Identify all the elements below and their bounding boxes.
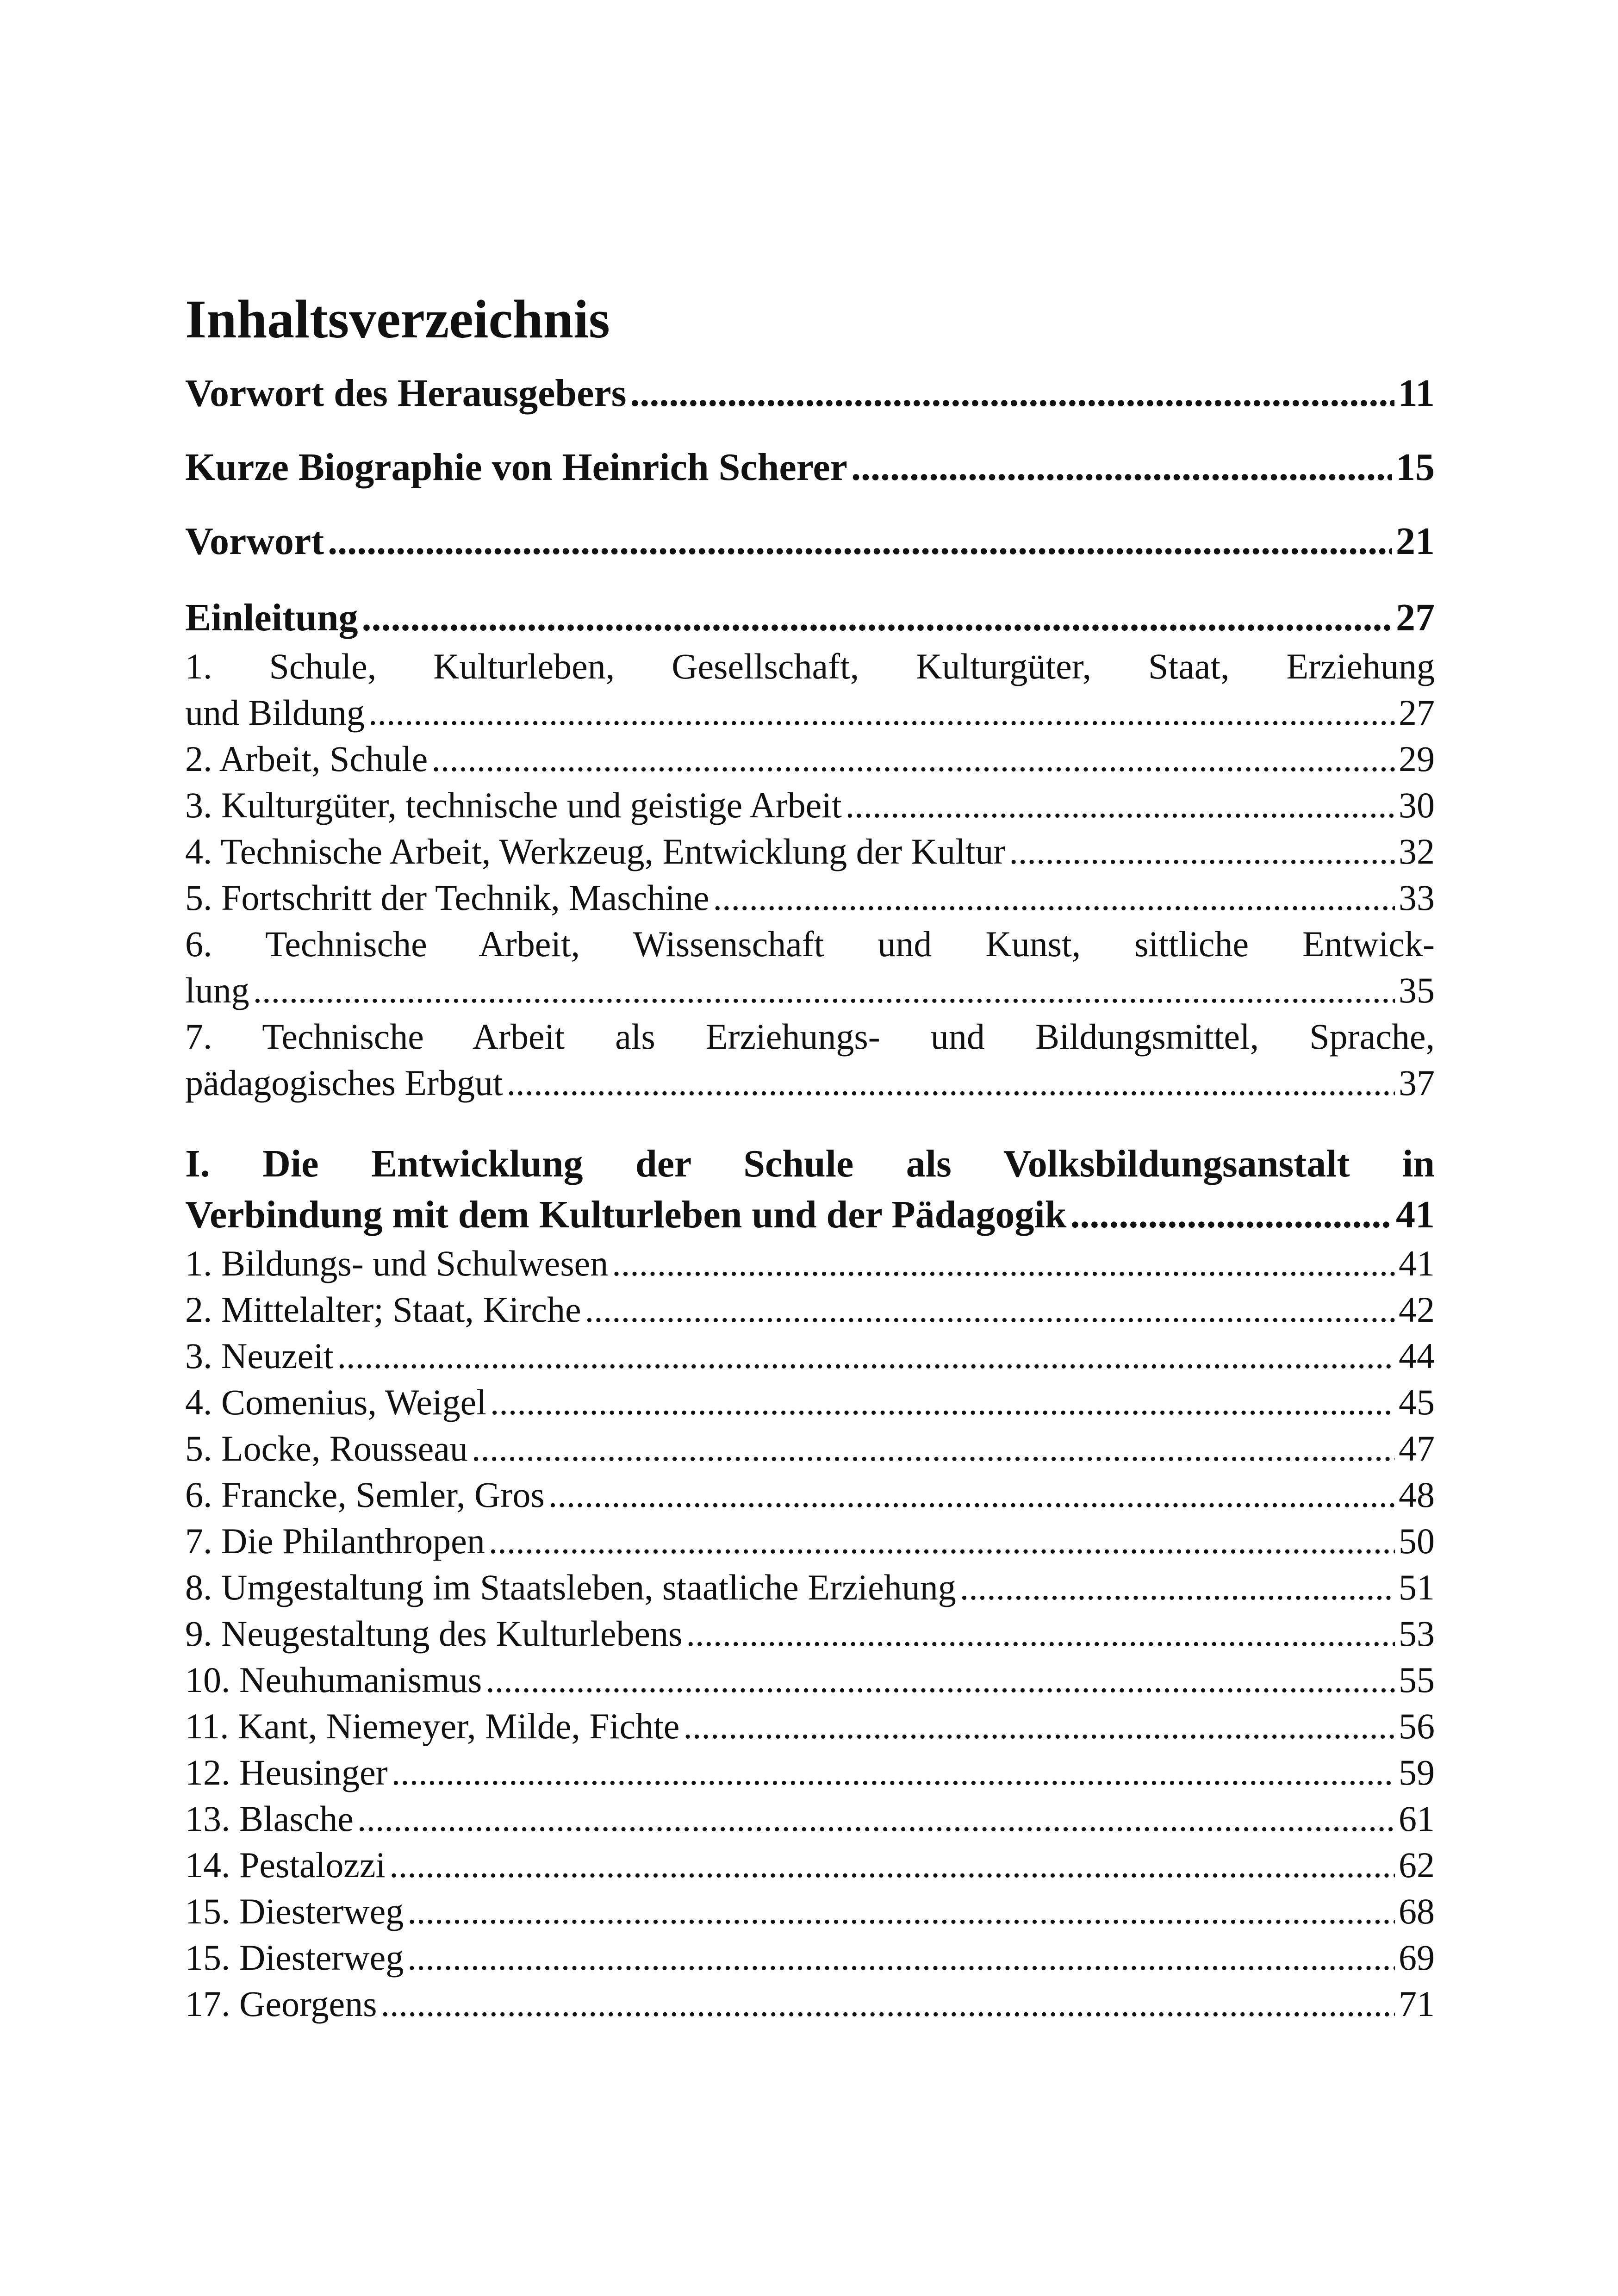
- toc-subentry-line1: 7. Technische Arbeit als Erziehungs- und Bildungsmittel, Sprache,: [185, 1016, 1435, 1057]
- toc-chapter-row: [185, 1189, 1435, 1240]
- toc-subentry: [185, 875, 1435, 921]
- dot-leader: [485, 1657, 1395, 1703]
- toc-subentry: [185, 1379, 1435, 1425]
- toc-subentry: [185, 736, 1435, 782]
- toc-entry-page: 15: [1396, 446, 1435, 489]
- toc-subentry-line1: 6. Technische Arbeit, Wissenschaft und Kunst, sittliche Entwick-: [185, 924, 1435, 964]
- toc-subentry-label: 9. Neugestaltung des Kulturlebens: [185, 1613, 683, 1654]
- dot-leader: [368, 690, 1395, 736]
- toc-subentry-label: 1. Bildungs- und Schulwesen: [185, 1243, 609, 1283]
- toc-entry-vorwort-herausgeber: [185, 361, 1435, 426]
- dot-leader: [407, 1935, 1395, 1981]
- toc-subentry-page: 33: [1399, 877, 1435, 918]
- toc-subentry-label: lung: [185, 970, 249, 1010]
- dot-leader: [407, 1888, 1395, 1935]
- toc-subentry: [185, 1842, 1435, 1888]
- toc-subentry-label: 8. Umgestaltung im Staatsleben, staatliche Erziehung: [185, 1567, 956, 1607]
- dot-leader: [337, 1333, 1395, 1379]
- dot-leader: [328, 509, 1392, 574]
- toc-subentry-page: 41: [1399, 1243, 1435, 1283]
- toc-subentry: [185, 1518, 1435, 1564]
- toc-subentry-page: 50: [1399, 1521, 1435, 1561]
- toc-subentry-label: 10. Neuhumanismus: [185, 1660, 482, 1700]
- toc-entry-page: 11: [1398, 372, 1435, 415]
- toc-subentry: [185, 1333, 1435, 1379]
- toc-subentry-page: 59: [1399, 1752, 1435, 1792]
- toc-subentry-page: 61: [1399, 1798, 1435, 1839]
- toc-subentry-page: 29: [1399, 739, 1435, 779]
- dot-leader: [960, 1564, 1395, 1611]
- toc-subentry: [185, 1287, 1435, 1333]
- toc-entry-label: Kurze Biographie von Heinrich Scherer: [185, 446, 847, 489]
- toc-subentry: [185, 1472, 1435, 1518]
- toc-subentry-page: 68: [1399, 1891, 1435, 1931]
- toc-subentry: [185, 1935, 1435, 1981]
- toc-subentry: [185, 1749, 1435, 1796]
- toc-subentry-label: 12. Heusinger: [185, 1752, 388, 1792]
- dot-leader: [630, 361, 1394, 426]
- toc-subentry: [185, 1425, 1435, 1472]
- toc-subentry: [185, 1703, 1435, 1749]
- toc-subentry: [185, 921, 1435, 1014]
- toc-subentry-label: 6. Francke, Semler, Gros: [185, 1475, 545, 1515]
- toc-subentry-label: 3. Neuzeit: [185, 1336, 334, 1376]
- toc-subentry-page: 56: [1399, 1706, 1435, 1746]
- toc-subentry-label: 2. Arbeit, Schule: [185, 739, 428, 779]
- dot-leader: [1009, 828, 1395, 875]
- toc-subentry: [185, 1796, 1435, 1842]
- toc-subentry: [185, 643, 1435, 736]
- toc-subentry: [185, 782, 1435, 828]
- dot-leader: [612, 1240, 1395, 1287]
- toc-subentry-page: 51: [1399, 1567, 1435, 1607]
- toc-subentry-page: 44: [1399, 1336, 1435, 1376]
- toc-subentry-label: 4. Technische Arbeit, Werkzeug, Entwicklung der Kultur: [185, 831, 1006, 871]
- dot-leader: [389, 1842, 1395, 1888]
- toc-subentry-row: [185, 967, 1435, 1014]
- toc-subentry-page: 42: [1399, 1289, 1435, 1330]
- dot-leader: [585, 1287, 1395, 1333]
- toc-subentry-page: 55: [1399, 1660, 1435, 1700]
- dot-leader: [489, 1518, 1395, 1564]
- dot-leader: [713, 875, 1395, 921]
- toc-entry-page: 27: [1396, 596, 1435, 639]
- toc-subentry: [185, 1888, 1435, 1935]
- toc-subentry-label: 4. Comenius, Weigel: [185, 1382, 486, 1422]
- toc-subentry-row: [185, 1060, 1435, 1106]
- toc-subentry-label: 5. Locke, Rousseau: [185, 1428, 468, 1468]
- toc-subentry-page: 47: [1399, 1428, 1435, 1468]
- toc-subentry-label: 14. Pestalozzi: [185, 1845, 386, 1885]
- dot-leader: [507, 1060, 1395, 1106]
- dot-leader: [1070, 1189, 1392, 1240]
- toc-subentry-page: 32: [1399, 831, 1435, 871]
- toc-subentry: [185, 828, 1435, 875]
- dot-leader: [472, 1425, 1395, 1472]
- toc-subentry-page: 62: [1399, 1845, 1435, 1885]
- toc-subentry-label: 2. Mittelalter; Staat, Kirche: [185, 1289, 581, 1330]
- toc-subentry-row: [185, 690, 1435, 736]
- dot-leader: [846, 782, 1395, 828]
- toc-entry-einleitung: [185, 592, 1435, 643]
- toc-entry-label: Vorwort des Herausgebers: [185, 372, 627, 415]
- dot-leader: [431, 736, 1395, 782]
- toc-subentry-label: 15. Diesterweg: [185, 1891, 404, 1931]
- toc-subentry: [185, 1240, 1435, 1287]
- dot-leader: [253, 967, 1395, 1014]
- toc-entry-label: Einleitung: [185, 596, 358, 639]
- toc-subentry-page: 71: [1399, 1984, 1435, 2024]
- toc-chapter-line1: I. Die Entwicklung der Schule als Volksbildungsanstalt in: [185, 1142, 1435, 1185]
- toc-subentry-page: 48: [1399, 1475, 1435, 1515]
- toc-subentry-label: 15. Diesterweg: [185, 1937, 404, 1978]
- toc-subentry-page: 45: [1399, 1382, 1435, 1422]
- dot-leader: [683, 1703, 1395, 1749]
- toc-subentry-page: 35: [1399, 970, 1435, 1010]
- toc-entry-biographie: [185, 435, 1435, 500]
- toc-entry-vorwort: [185, 509, 1435, 574]
- toc-chapter-heading: [185, 1139, 1435, 1240]
- dot-leader: [490, 1379, 1395, 1425]
- dot-leader: [357, 1796, 1395, 1842]
- toc-subentry-label: 3. Kulturgüter, technische und geistige Arbeit: [185, 785, 842, 825]
- toc-subentry: [185, 1564, 1435, 1611]
- dot-leader: [851, 435, 1392, 500]
- toc-subentry-label: pädagogisches Erbgut: [185, 1063, 503, 1103]
- dot-leader: [361, 592, 1392, 643]
- toc-subentry: [185, 1611, 1435, 1657]
- toc-subentry-label: 13. Blasche: [185, 1798, 354, 1839]
- toc-subentry-label: 5. Fortschritt der Technik, Maschine: [185, 877, 709, 918]
- dot-leader: [381, 1981, 1395, 2027]
- table-of-contents: [185, 282, 1435, 2027]
- toc-subentry-line1: 1. Schule, Kulturleben, Gesellschaft, Kulturgüter, Staat, Erziehung: [185, 646, 1435, 686]
- dot-leader: [686, 1611, 1395, 1657]
- toc-subentry-page: 53: [1399, 1613, 1435, 1654]
- toc-subentry-label: 11. Kant, Niemeyer, Milde, Fichte: [185, 1706, 680, 1746]
- toc-subentry-label: 17. Georgens: [185, 1984, 377, 2024]
- toc-subentry-label: und Bildung: [185, 692, 365, 733]
- toc-entry-label: Vorwort: [185, 520, 324, 563]
- toc-chapter-page: 41: [1396, 1193, 1435, 1236]
- toc-subentry: [185, 1981, 1435, 2027]
- toc-subentry-page: 69: [1399, 1937, 1435, 1978]
- toc-subentry-page: 37: [1399, 1063, 1435, 1103]
- dot-leader: [392, 1749, 1395, 1796]
- toc-entry-page: 21: [1396, 520, 1435, 563]
- page-title: Inhaltsverzeichnis: [185, 289, 610, 349]
- toc-subentry-label: 7. Die Philanthropen: [185, 1521, 485, 1561]
- toc-subentry: [185, 1657, 1435, 1703]
- toc-chapter-label: Verbindung mit dem Kulturleben und der Pädagogik: [185, 1193, 1067, 1236]
- toc-subentry-page: 30: [1399, 785, 1435, 825]
- toc-subentry-page: 27: [1399, 692, 1435, 733]
- dot-leader: [548, 1472, 1395, 1518]
- toc-subentry: [185, 1014, 1435, 1106]
